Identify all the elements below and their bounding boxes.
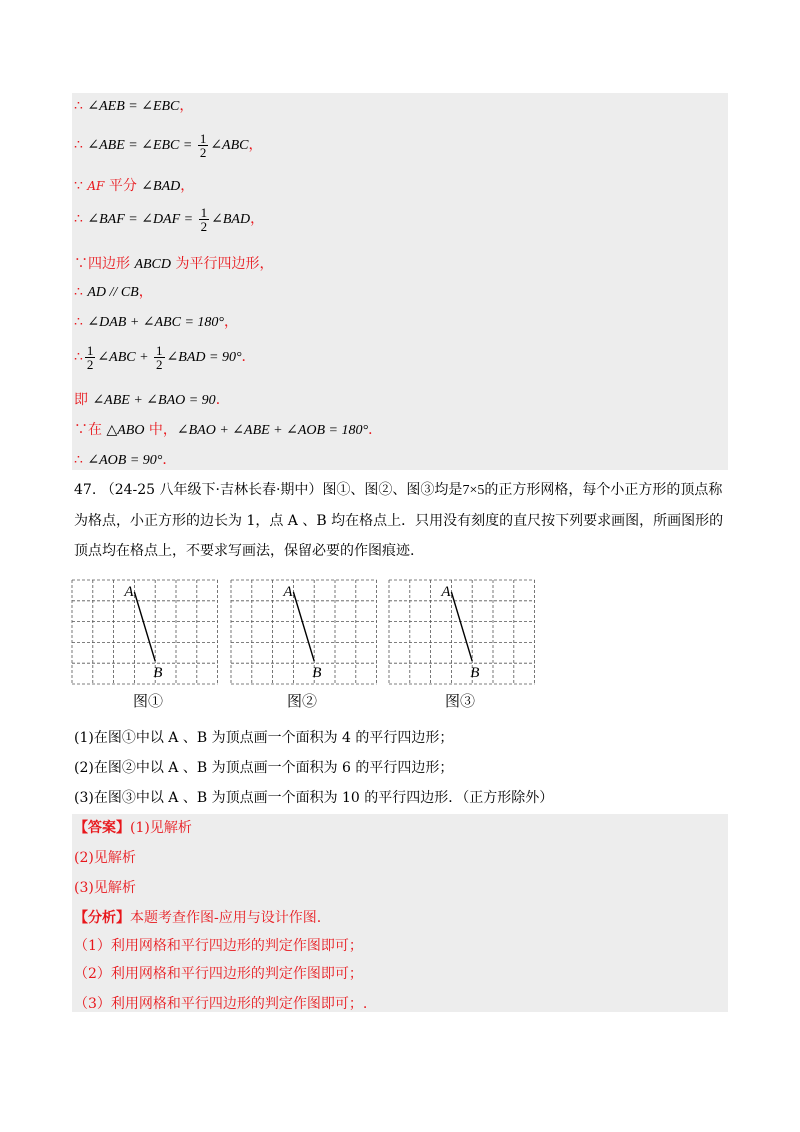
answer-line-3: (3)见解析	[74, 880, 136, 896]
problem-text: 的正方形网格，每个小正方形的顶点称	[484, 482, 723, 498]
frac-den: 2	[86, 356, 94, 372]
therefore-symbol: ∴	[74, 211, 83, 227]
because-symbol: ∵	[74, 178, 83, 194]
punct: ．	[215, 392, 230, 408]
math-expression: ∠BAO + ∠ABE + ∠AOB = 180°	[176, 423, 369, 438]
math-expression: ∠DAB + ∠ABC = 180°	[87, 315, 224, 330]
segment-ab	[134, 592, 155, 661]
grid-size: 7×5	[462, 483, 485, 498]
math-expression: ∠BAF = ∠DAF =	[87, 212, 197, 227]
grid-figure-3	[389, 580, 535, 684]
point-a-label: A	[124, 584, 134, 600]
analysis-line-3: （2）利用网格和平行四边形的判定作图即可；	[74, 966, 363, 982]
frac-num: 1	[156, 342, 163, 358]
answer-tag: 【答案】	[74, 820, 130, 836]
answer-text: (1)见解析	[130, 820, 192, 836]
math-expression: ∠AOB = 90°	[87, 453, 163, 468]
math-expression: ∠ABE = ∠EBC =	[87, 138, 196, 153]
therefore-symbol: ∴	[74, 349, 83, 365]
therefore-symbol: ∴	[74, 314, 83, 330]
problem-source: （24-25 八年级下·吉林长春·期中）	[100, 482, 323, 498]
text: 为平行四边形，	[171, 256, 274, 272]
frac-num: 1	[86, 342, 94, 358]
therefore-symbol: ∴	[74, 284, 83, 300]
namely-text: 即	[74, 392, 88, 408]
answer-line-1	[74, 818, 192, 838]
grid-figure-1	[72, 580, 218, 684]
point-b-label: B	[312, 665, 322, 682]
punct: ，	[179, 98, 194, 114]
text: 在	[88, 422, 107, 438]
frac-num: 1	[199, 130, 207, 146]
point-a-label: A	[283, 584, 293, 600]
punct: ．	[368, 422, 383, 438]
math-expression: AD // CB	[87, 285, 139, 300]
math-expression: ∠ABC +	[97, 350, 153, 365]
problem-line-2: 为格点，小正方形的边长为 1，点 A 、B 均在格点上．只用没有刻度的直尺按下列要求画图，所画图形的	[74, 513, 724, 529]
text: 四边形	[88, 256, 135, 272]
math-expression: ABCD	[134, 257, 172, 272]
punct: ，	[138, 284, 153, 300]
point-b-label: B	[470, 665, 480, 682]
segment-label: AF	[87, 179, 105, 193]
because-symbol: ∵	[74, 256, 88, 272]
therefore-symbol: ∴	[74, 452, 83, 468]
because-symbol: ∵	[74, 422, 88, 438]
problem-text: 图①、图②、图③均是	[322, 482, 463, 498]
therefore-symbol: ∴	[74, 98, 83, 114]
text: 平分	[104, 178, 142, 194]
figure-caption-3: 图③	[445, 692, 476, 710]
grid-figure-2	[231, 580, 377, 684]
math-expression: ∠ABE + ∠BAO = 90	[92, 393, 216, 408]
point-b-label: B	[153, 665, 163, 682]
punct: ，	[248, 137, 263, 153]
math-expression: ∠BAD = 90°	[166, 350, 242, 365]
point-a-label: A	[441, 584, 451, 600]
punct: ．	[162, 452, 177, 468]
figure-caption-1: 图①	[133, 692, 164, 710]
answer-line-2: (2)见解析	[74, 850, 136, 866]
math-expression: ∠BAD	[211, 212, 251, 227]
question-1: (1)在图①中以 A 、B 为顶点画一个面积为 4 的平行四边形；	[74, 730, 454, 746]
frac-den: 2	[200, 218, 208, 234]
punct: ，	[250, 211, 265, 227]
analysis-line-4: （3）利用网格和平行四边形的判定作图即可；.	[74, 996, 368, 1012]
analysis-text: 本题考查作图-应用与设计作图.	[130, 910, 322, 926]
question-3: (3)在图③中以 A 、B 为顶点画一个面积为 10 的平行四边形．（正方形除外）	[74, 790, 554, 806]
frac-den: 2	[156, 356, 163, 372]
question-2: (2)在图②中以 A 、B 为顶点画一个面积为 6 的平行四边形；	[74, 760, 454, 776]
punct: ，	[223, 314, 238, 330]
analysis-line-1	[74, 908, 321, 928]
problem-number: 47.	[74, 482, 97, 498]
therefore-symbol: ∴	[74, 137, 83, 153]
punct: ，	[180, 178, 195, 194]
segment-ab	[293, 592, 314, 661]
frac-num: 1	[200, 204, 208, 220]
analysis-tag: 【分析】	[74, 910, 130, 926]
math-expression: ∠ABC	[210, 138, 249, 153]
frac-den: 2	[199, 144, 207, 160]
math-expression: △ABO	[106, 423, 145, 438]
math-expression: ∠BAD	[141, 179, 181, 194]
text: 中，	[144, 422, 177, 438]
math-expression: ∠AEB = ∠EBC	[87, 99, 180, 114]
figure-caption-2: 图②	[287, 692, 318, 710]
analysis-line-2: （1）利用网格和平行四边形的判定作图即可；	[74, 938, 363, 954]
punct: ．	[241, 349, 256, 365]
segment-ab	[451, 592, 472, 661]
problem-line-3: 顶点均在格点上，不要求写画法，保留必要的作图痕迹.	[74, 543, 415, 559]
